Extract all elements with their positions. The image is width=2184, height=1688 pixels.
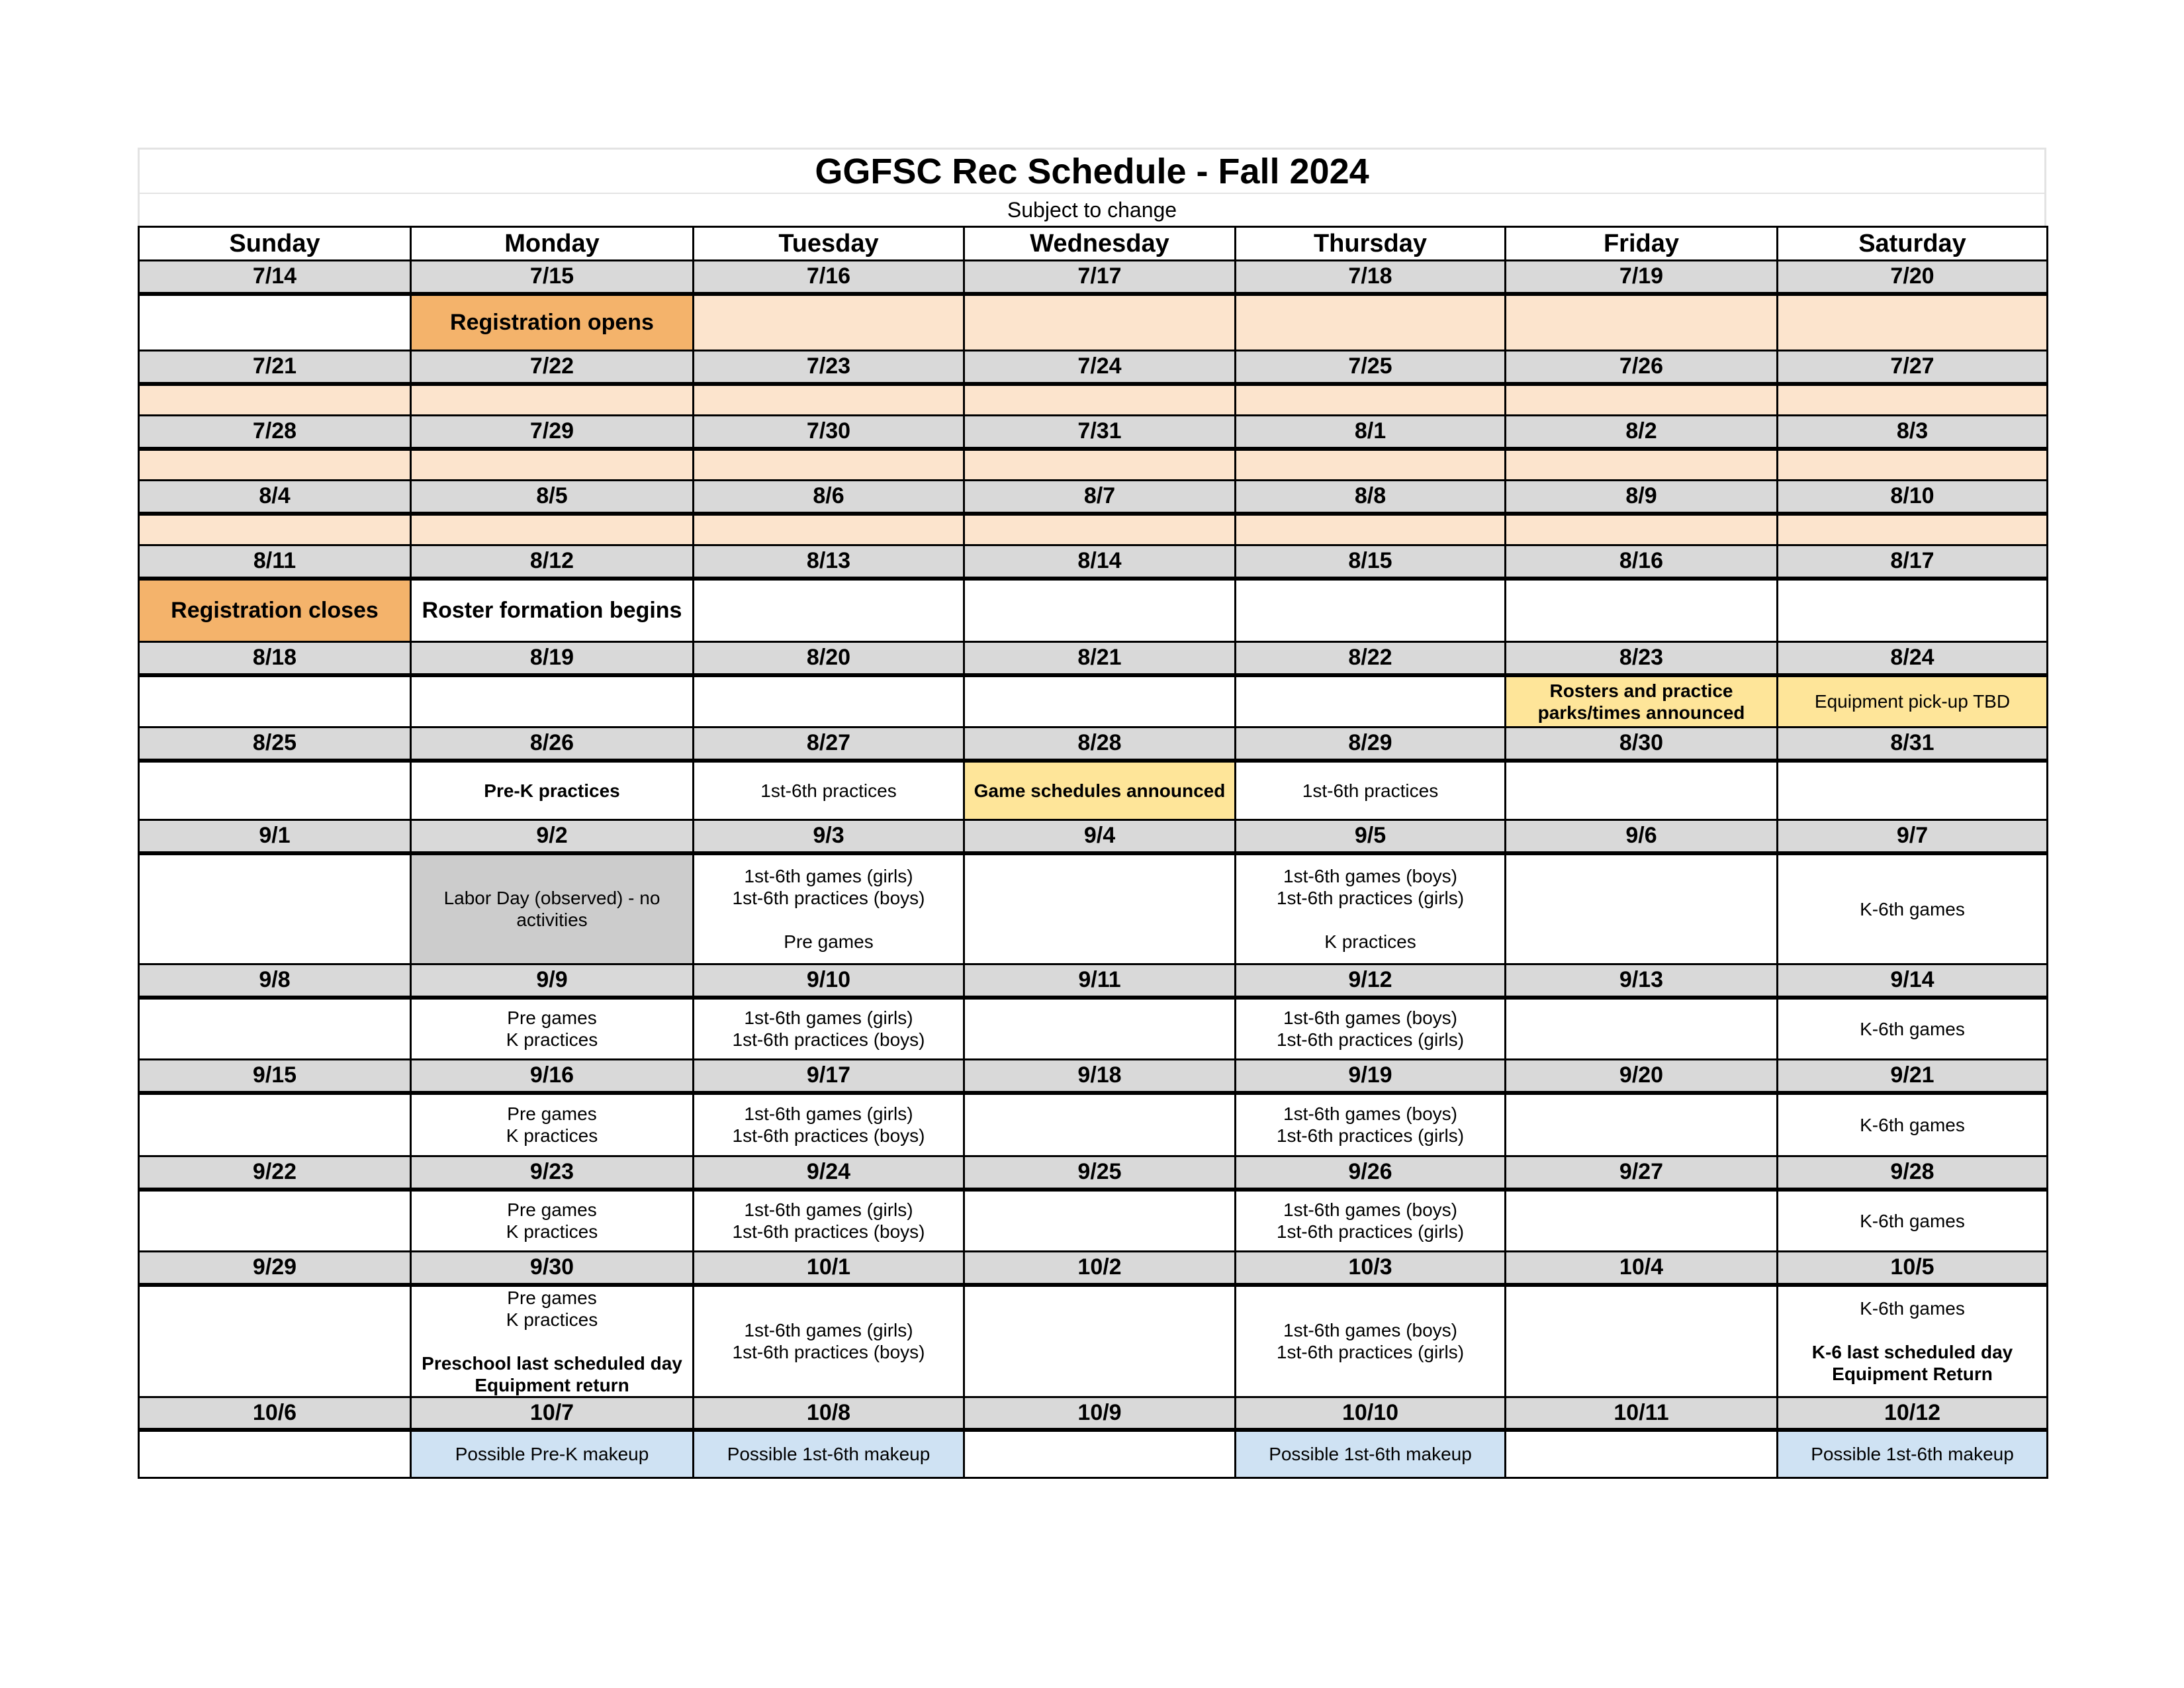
- event-text: Pre-K practices: [484, 780, 620, 801]
- empty-cell-sunday: [139, 1190, 411, 1252]
- event-text: 1st-6th practices (boys): [732, 1342, 925, 1362]
- date-cell-monday: 9/9: [411, 964, 694, 998]
- date-cell-monday: 8/19: [411, 642, 694, 675]
- event-row: [139, 1190, 2048, 1252]
- event-text: Roster formation begins: [422, 597, 682, 623]
- date-cell-wednesday: 8/28: [964, 727, 1236, 761]
- empty-cell-thursday: [1236, 675, 1506, 727]
- event-text: Registration opens: [450, 309, 654, 335]
- date-cell-saturday: 9/28: [1778, 1156, 2048, 1190]
- date-cell-thursday: 9/26: [1236, 1156, 1506, 1190]
- event-cell-saturday: [1778, 1430, 2048, 1477]
- event-cell-sunday: [139, 579, 411, 642]
- date-cell-tuesday: 7/23: [694, 351, 964, 384]
- date-cell-thursday: 9/12: [1236, 964, 1506, 998]
- empty-cell-thursday: [1236, 294, 1506, 351]
- date-cell-saturday: 10/12: [1778, 1397, 2048, 1430]
- date-row: [139, 820, 2048, 853]
- event-row: [139, 1285, 2048, 1397]
- empty-cell-sunday: [139, 761, 411, 820]
- empty-cell-sunday: [139, 294, 411, 351]
- date-cell-sunday: 7/21: [139, 351, 411, 384]
- empty-cell-wednesday: [964, 853, 1236, 964]
- date-row: [139, 642, 2048, 675]
- event-text: Possible Pre-K makeup: [455, 1444, 649, 1465]
- event-text: Pre games: [507, 1199, 597, 1221]
- empty-cell-monday: [411, 384, 694, 416]
- date-row: [139, 351, 2048, 384]
- date-cell-sunday: 9/22: [139, 1156, 411, 1190]
- event-text: 1st-6th games (boys): [1283, 1320, 1457, 1340]
- empty-cell-sunday: [139, 1093, 411, 1156]
- event-text: Equipment Return: [1832, 1364, 1993, 1384]
- event-text: Labor Day (observed) - no: [443, 888, 660, 909]
- event-text: Pre games: [507, 1008, 597, 1029]
- empty-cell-wednesday: [964, 294, 1236, 351]
- event-text: Pre games: [507, 1103, 597, 1125]
- empty-cell-sunday: [139, 853, 411, 964]
- event-cell-tuesday: [694, 1285, 964, 1397]
- date-cell-wednesday: 9/18: [964, 1060, 1236, 1093]
- date-cell-saturday: 8/10: [1778, 481, 2048, 514]
- date-cell-wednesday: 10/2: [964, 1252, 1236, 1285]
- event-text: [1782, 1319, 2042, 1341]
- event-cell-saturday: [1778, 1285, 2048, 1397]
- date-cell-friday: 7/19: [1506, 261, 1778, 294]
- date-cell-thursday: 8/22: [1236, 642, 1506, 675]
- empty-cell-sunday: [139, 998, 411, 1060]
- event-text: 1st-6th practices: [760, 780, 897, 801]
- empty-cell-friday: [1506, 1285, 1778, 1397]
- event-text: 1st-6th practices (girls): [1276, 1029, 1465, 1051]
- date-cell-thursday: 7/25: [1236, 351, 1506, 384]
- event-cell-thursday: [1236, 1093, 1506, 1156]
- date-cell-monday: 7/15: [411, 261, 694, 294]
- date-cell-thursday: 8/8: [1236, 481, 1506, 514]
- event-text: Preschool last scheduled day: [422, 1352, 682, 1374]
- event-row: [139, 449, 2048, 481]
- event-cell-monday: [411, 1285, 694, 1397]
- date-cell-wednesday: 8/14: [964, 545, 1236, 579]
- event-text: 1st-6th practices (boys): [732, 888, 925, 909]
- empty-cell-tuesday: [694, 449, 964, 481]
- empty-cell-sunday: [139, 449, 411, 481]
- empty-cell-friday: [1506, 1093, 1778, 1156]
- empty-cell-friday: [1506, 761, 1778, 820]
- date-cell-tuesday: 8/6: [694, 481, 964, 514]
- empty-cell-wednesday: [964, 675, 1236, 727]
- event-text: 1st-6th practices (girls): [1276, 1125, 1465, 1147]
- weekday-header-row: [139, 227, 2048, 261]
- event-text: K practices: [1324, 931, 1416, 953]
- date-cell-saturday: 9/7: [1778, 820, 2048, 853]
- empty-cell-friday: [1506, 579, 1778, 642]
- event-row: [139, 1093, 2048, 1156]
- event-row: [139, 761, 2048, 820]
- date-cell-wednesday: 9/25: [964, 1156, 1236, 1190]
- empty-cell-saturday: [1778, 384, 2048, 416]
- empty-cell-saturday: [1778, 449, 2048, 481]
- date-cell-sunday: 8/25: [139, 727, 411, 761]
- date-row: [139, 1252, 2048, 1285]
- event-text: 1st-6th practices: [1302, 780, 1439, 801]
- date-cell-tuesday: 9/17: [694, 1060, 964, 1093]
- date-row: [139, 416, 2048, 449]
- empty-cell-monday: [411, 675, 694, 727]
- event-cell-monday: [411, 998, 694, 1060]
- date-cell-thursday: 10/10: [1236, 1397, 1506, 1430]
- empty-cell-wednesday: [964, 1430, 1236, 1477]
- event-text: 1st-6th games (boys): [1283, 1008, 1457, 1029]
- event-cell-thursday: [1236, 998, 1506, 1060]
- empty-cell-friday: [1506, 384, 1778, 416]
- weekday-tuesday: Tuesday: [694, 227, 964, 261]
- empty-cell-sunday: [139, 1285, 411, 1397]
- date-cell-tuesday: 8/27: [694, 727, 964, 761]
- event-cell-tuesday: [694, 1190, 964, 1252]
- event-text: [416, 1331, 688, 1352]
- date-cell-monday: 9/23: [411, 1156, 694, 1190]
- event-text: 1st-6th games (girls): [744, 1103, 913, 1125]
- date-row: [139, 1397, 2048, 1430]
- date-cell-friday: 8/2: [1506, 416, 1778, 449]
- date-row: [139, 727, 2048, 761]
- date-cell-saturday: 9/14: [1778, 964, 2048, 998]
- date-cell-wednesday: 8/21: [964, 642, 1236, 675]
- event-row: [139, 384, 2048, 416]
- empty-cell-thursday: [1236, 514, 1506, 545]
- empty-cell-sunday: [139, 514, 411, 545]
- event-text: 1st-6th practices (girls): [1276, 1342, 1465, 1362]
- date-cell-tuesday: 7/30: [694, 416, 964, 449]
- weekday-thursday: Thursday: [1236, 227, 1506, 261]
- date-cell-thursday: 8/29: [1236, 727, 1506, 761]
- date-cell-friday: 7/26: [1506, 351, 1778, 384]
- weekday-sunday: Sunday: [139, 227, 411, 261]
- empty-cell-wednesday: [964, 514, 1236, 545]
- calendar-table: [138, 226, 2048, 1479]
- date-cell-tuesday: 9/24: [694, 1156, 964, 1190]
- event-cell-tuesday: [694, 1093, 964, 1156]
- event-text: K practices: [506, 1221, 598, 1243]
- date-cell-thursday: 8/15: [1236, 545, 1506, 579]
- event-row: [139, 675, 2048, 727]
- event-cell-monday: [411, 1430, 694, 1477]
- event-text: 1st-6th games (girls): [744, 1008, 913, 1029]
- date-cell-friday: 8/23: [1506, 642, 1778, 675]
- event-text: 1st-6th practices (girls): [1276, 1221, 1465, 1243]
- event-text: K practices: [506, 1125, 598, 1147]
- event-row: [139, 579, 2048, 642]
- empty-cell-friday: [1506, 514, 1778, 545]
- date-cell-monday: 9/16: [411, 1060, 694, 1093]
- event-text: K practices: [506, 1309, 598, 1330]
- empty-cell-wednesday: [964, 1093, 1236, 1156]
- empty-cell-sunday: [139, 675, 411, 727]
- empty-cell-wednesday: [964, 579, 1236, 642]
- event-text: K-6th games: [1860, 1210, 1965, 1231]
- weekday-monday: Monday: [411, 227, 694, 261]
- page-title: GGFSC Rec Schedule - Fall 2024: [138, 148, 2046, 194]
- date-cell-sunday: 9/15: [139, 1060, 411, 1093]
- event-text: Pre games: [507, 1287, 597, 1308]
- event-text: Possible 1st-6th makeup: [1811, 1444, 2014, 1465]
- date-cell-saturday: 9/21: [1778, 1060, 2048, 1093]
- date-cell-tuesday: 10/8: [694, 1397, 964, 1430]
- event-text: parks/times announced: [1537, 702, 1745, 723]
- date-cell-monday: 10/7: [411, 1397, 694, 1430]
- date-row: [139, 261, 2048, 294]
- event-text: 1st-6th games (boys): [1283, 866, 1457, 887]
- event-text: 1st-6th practices (girls): [1276, 888, 1465, 909]
- empty-cell-wednesday: [964, 1190, 1236, 1252]
- date-cell-friday: 8/30: [1506, 727, 1778, 761]
- date-cell-friday: 10/11: [1506, 1397, 1778, 1430]
- event-text: 1st-6th practices (boys): [732, 1125, 925, 1147]
- event-cell-saturday: [1778, 675, 2048, 727]
- event-text: Pre games: [784, 931, 874, 953]
- event-row: [139, 1430, 2048, 1477]
- empty-cell-saturday: [1778, 761, 2048, 820]
- empty-cell-saturday: [1778, 579, 2048, 642]
- event-cell-thursday: [1236, 761, 1506, 820]
- date-cell-wednesday: 7/17: [964, 261, 1236, 294]
- empty-cell-thursday: [1236, 384, 1506, 416]
- empty-cell-friday: [1506, 294, 1778, 351]
- event-cell-saturday: [1778, 1093, 2048, 1156]
- event-cell-tuesday: [694, 1430, 964, 1477]
- schedule-sheet: [138, 148, 2046, 1479]
- date-cell-tuesday: 10/1: [694, 1252, 964, 1285]
- event-text: [1240, 909, 1500, 931]
- empty-cell-wednesday: [964, 384, 1236, 416]
- empty-cell-saturday: [1778, 514, 2048, 545]
- empty-cell-sunday: [139, 384, 411, 416]
- date-cell-sunday: 9/1: [139, 820, 411, 853]
- event-text: K-6th games: [1860, 1018, 1965, 1039]
- date-row: [139, 964, 2048, 998]
- date-row: [139, 481, 2048, 514]
- date-cell-tuesday: 7/16: [694, 261, 964, 294]
- date-cell-friday: 9/20: [1506, 1060, 1778, 1093]
- event-text: 1st-6th practices (boys): [732, 1221, 925, 1243]
- date-cell-thursday: 9/19: [1236, 1060, 1506, 1093]
- event-text: Registration closes: [171, 597, 379, 623]
- event-text: 1st-6th games (girls): [744, 866, 913, 887]
- empty-cell-wednesday: [964, 449, 1236, 481]
- event-text: 1st-6th practices (boys): [732, 1029, 925, 1051]
- date-cell-sunday: 9/8: [139, 964, 411, 998]
- calendar-body: [139, 261, 2048, 1478]
- event-text: Equipment return: [475, 1374, 629, 1395]
- event-text: [698, 909, 959, 931]
- date-row: [139, 1156, 2048, 1190]
- date-cell-tuesday: 8/13: [694, 545, 964, 579]
- event-row: [139, 294, 2048, 351]
- date-cell-saturday: 8/3: [1778, 416, 2048, 449]
- event-cell-saturday: [1778, 998, 2048, 1060]
- date-row: [139, 545, 2048, 579]
- date-row: [139, 1060, 2048, 1093]
- date-cell-monday: 8/5: [411, 481, 694, 514]
- event-row: [139, 998, 2048, 1060]
- date-cell-monday: 9/30: [411, 1252, 694, 1285]
- event-cell-thursday: [1236, 853, 1506, 964]
- date-cell-thursday: 8/1: [1236, 416, 1506, 449]
- event-text: K-6th games: [1860, 898, 1965, 919]
- event-cell-thursday: [1236, 1430, 1506, 1477]
- event-cell-monday: [411, 294, 694, 351]
- event-text: K-6 last scheduled day: [1811, 1342, 2013, 1362]
- date-cell-saturday: 8/17: [1778, 545, 2048, 579]
- empty-cell-friday: [1506, 449, 1778, 481]
- empty-cell-monday: [411, 514, 694, 545]
- event-cell-monday: [411, 1093, 694, 1156]
- empty-cell-tuesday: [694, 579, 964, 642]
- date-cell-sunday: 9/29: [139, 1252, 411, 1285]
- empty-cell-tuesday: [694, 514, 964, 545]
- event-cell-tuesday: [694, 761, 964, 820]
- empty-cell-tuesday: [694, 675, 964, 727]
- empty-cell-tuesday: [694, 384, 964, 416]
- date-cell-thursday: 7/18: [1236, 261, 1506, 294]
- date-cell-wednesday: 7/24: [964, 351, 1236, 384]
- date-cell-wednesday: 8/7: [964, 481, 1236, 514]
- event-cell-monday: [411, 761, 694, 820]
- event-cell-saturday: [1778, 1190, 2048, 1252]
- page-subtitle: Subject to change: [138, 194, 2046, 226]
- date-cell-friday: 9/6: [1506, 820, 1778, 853]
- date-cell-thursday: 9/5: [1236, 820, 1506, 853]
- event-cell-wednesday: [964, 761, 1236, 820]
- empty-cell-saturday: [1778, 294, 2048, 351]
- empty-cell-monday: [411, 449, 694, 481]
- event-text: Possible 1st-6th makeup: [727, 1444, 931, 1465]
- date-cell-sunday: 7/14: [139, 261, 411, 294]
- date-cell-wednesday: 9/4: [964, 820, 1236, 853]
- event-text: 1st-6th games (boys): [1283, 1103, 1457, 1125]
- event-text: 1st-6th games (boys): [1283, 1199, 1457, 1221]
- date-cell-wednesday: 7/31: [964, 416, 1236, 449]
- date-cell-sunday: 7/28: [139, 416, 411, 449]
- date-cell-friday: 8/16: [1506, 545, 1778, 579]
- date-cell-wednesday: 9/11: [964, 964, 1236, 998]
- event-row: [139, 514, 2048, 545]
- empty-cell-wednesday: [964, 998, 1236, 1060]
- date-cell-tuesday: 8/20: [694, 642, 964, 675]
- weekday-wednesday: Wednesday: [964, 227, 1236, 261]
- event-text: Rosters and practice: [1549, 680, 1733, 701]
- date-cell-tuesday: 9/3: [694, 820, 964, 853]
- empty-cell-wednesday: [964, 1285, 1236, 1397]
- empty-cell-sunday: [139, 1430, 411, 1477]
- date-cell-saturday: 10/5: [1778, 1252, 2048, 1285]
- date-cell-sunday: 8/4: [139, 481, 411, 514]
- date-cell-monday: 7/22: [411, 351, 694, 384]
- date-cell-thursday: 10/3: [1236, 1252, 1506, 1285]
- event-cell-saturday: [1778, 853, 2048, 964]
- date-cell-monday: 8/26: [411, 727, 694, 761]
- empty-cell-thursday: [1236, 579, 1506, 642]
- empty-cell-friday: [1506, 1430, 1778, 1477]
- event-cell-monday: [411, 1190, 694, 1252]
- event-cell-thursday: [1236, 1190, 1506, 1252]
- event-cell-tuesday: [694, 853, 964, 964]
- event-text: 1st-6th games (girls): [744, 1320, 913, 1340]
- event-text: 1st-6th games (girls): [744, 1199, 913, 1221]
- event-cell-friday: [1506, 675, 1778, 727]
- event-cell-thursday: [1236, 1285, 1506, 1397]
- date-cell-sunday: 8/11: [139, 545, 411, 579]
- date-cell-sunday: 8/18: [139, 642, 411, 675]
- date-cell-friday: 8/9: [1506, 481, 1778, 514]
- empty-cell-friday: [1506, 853, 1778, 964]
- event-cell-tuesday: [694, 998, 964, 1060]
- empty-cell-thursday: [1236, 449, 1506, 481]
- event-text: K-6th games: [1860, 1298, 1965, 1319]
- empty-cell-friday: [1506, 1190, 1778, 1252]
- event-cell-monday: [411, 853, 694, 964]
- empty-cell-friday: [1506, 998, 1778, 1060]
- date-cell-monday: 7/29: [411, 416, 694, 449]
- date-cell-sunday: 10/6: [139, 1397, 411, 1430]
- date-cell-monday: 9/2: [411, 820, 694, 853]
- event-text: Game schedules announced: [974, 780, 1226, 801]
- date-cell-monday: 8/12: [411, 545, 694, 579]
- date-cell-saturday: 7/20: [1778, 261, 2048, 294]
- event-row: [139, 853, 2048, 964]
- weekday-saturday: Saturday: [1778, 227, 2048, 261]
- date-cell-wednesday: 10/9: [964, 1397, 1236, 1430]
- date-cell-friday: 9/27: [1506, 1156, 1778, 1190]
- event-cell-monday: [411, 579, 694, 642]
- event-text: K practices: [506, 1029, 598, 1051]
- date-cell-saturday: 8/24: [1778, 642, 2048, 675]
- event-text: Possible 1st-6th makeup: [1269, 1444, 1472, 1465]
- event-text: K-6th games: [1860, 1114, 1965, 1135]
- date-cell-friday: 10/4: [1506, 1252, 1778, 1285]
- date-cell-saturday: 8/31: [1778, 727, 2048, 761]
- empty-cell-tuesday: [694, 294, 964, 351]
- date-cell-saturday: 7/27: [1778, 351, 2048, 384]
- date-cell-friday: 9/13: [1506, 964, 1778, 998]
- weekday-friday: Friday: [1506, 227, 1778, 261]
- event-text: activities: [516, 910, 588, 931]
- date-cell-tuesday: 9/10: [694, 964, 964, 998]
- event-text: Equipment pick-up TBD: [1814, 691, 2011, 712]
